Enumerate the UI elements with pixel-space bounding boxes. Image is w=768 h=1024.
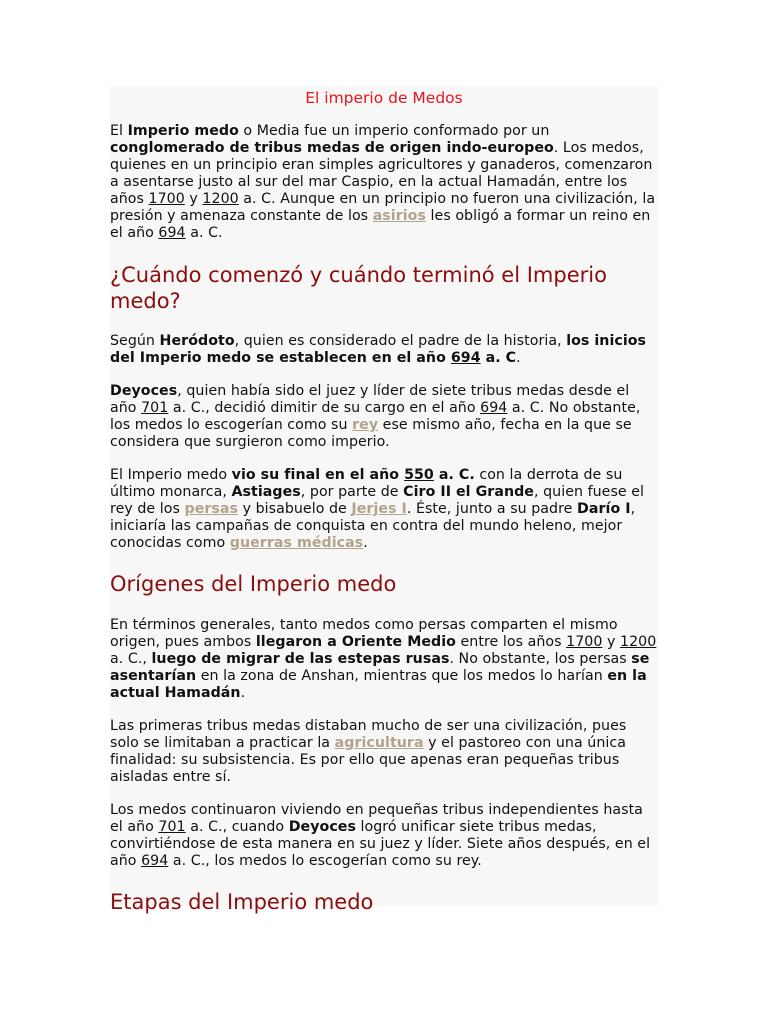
document-title: El imperio de Medos — [305, 89, 463, 107]
year-link[interactable]: 550 — [404, 467, 434, 483]
year-link[interactable]: 701 — [158, 819, 186, 835]
year-link[interactable]: 1200 — [620, 634, 657, 650]
year-link[interactable]: 701 — [141, 400, 169, 416]
year-link[interactable]: 1200 — [202, 191, 239, 207]
paragraph-herodoto: Según Heródoto, quien es considerado el padre de la historia, los inicios del Imperio medo se establecen en el año 694 a. C. — [110, 333, 647, 366]
year-link[interactable]: 694 — [158, 225, 186, 241]
paragraph-origen: En términos generales, tanto medos como persas comparten el mismo origen, pues ambos llegaron a Oriente Medio entre los años 1700 y 1200 a. C., luego de migrar de las estepas rusas. No obstante, los persas se asentarían en la zona de Anshan, mientras que los medos lo harían en la actual Hamadán. — [110, 617, 657, 701]
heading-etapas: Etapas del Imperio medo — [110, 890, 374, 914]
link-guerras-medicas[interactable]: guerras médicas — [229, 535, 364, 551]
year-link[interactable]: 694 — [480, 400, 508, 416]
paragraph-final: El Imperio medo vio su final en el año 550 a. C. con la derrota de su último monarca, Astiages, por parte de Ciro II el Grande, quien fuese el rey de los persas y bisabuelo de Jerjes I. Éste, junto a su padre Darío I, iniciaría las campañas de conquista en contra del mundo heleno, mejor conocidas como guerras médicas. — [110, 467, 644, 551]
link-rey[interactable]: rey — [352, 417, 379, 433]
paragraph-unificacion: Los medos continuaron viviendo en pequeñas tribus independientes hasta el año 701 a. C., cuando Deyoces logró unificar siete tribus medas, convirtiéndose de esta manera en su juez y líder. Siete años después, en el año 694 a. C., los medos lo escogerían como su rey. — [110, 802, 651, 869]
paragraph-tribus: Las primeras tribus medas distaban mucho de ser una civilización, pues solo se limitaban a practicar la agricultura y el pastoreo con una única finalidad: su subsistencia. Es por ello que apenas eran pequeñas tribus aisladas entre sí. — [110, 718, 627, 785]
paragraph-intro: El Imperio medo o Media fue un imperio conformado por un conglomerado de tribus medas de origen indo-europeo. Los medos, quienes en un principio eran simples agricultores y ganaderos, comenzaron a asentarse justo al sur del mar Caspio, en la actual Hamadán, entre los años 1700 y 1200 a. C. Aunque en un principio no fueron una civilización, la presión y amenaza constante de los asirios les obligó a formar un reino en el año 694 a. C. — [110, 123, 656, 241]
document-page — [110, 86, 658, 914]
year-link[interactable]: 1700 — [566, 634, 603, 650]
heading-origenes: Orígenes del Imperio medo — [110, 572, 397, 596]
heading-cuando: ¿Cuándo comenzó y cuándo terminó el Imperio medo? — [110, 263, 607, 313]
year-link[interactable]: 694 — [450, 350, 481, 366]
link-persas[interactable]: persas — [184, 501, 239, 517]
link-agricultura[interactable]: agricultura — [334, 735, 424, 751]
link-asirios[interactable]: asirios — [372, 208, 426, 224]
year-link[interactable]: 1700 — [148, 191, 185, 207]
paragraph-deyoces: Deyoces, quien había sido el juez y líder de siete tribus medas desde el año 701 a. C., decidió dimitir de su cargo en el año 694 a. C. No obstante, los medos lo escogerían como su rey ese mismo año, fecha en la que se considera que surgieron como imperio. — [110, 383, 641, 450]
year-link[interactable]: 694 — [141, 853, 169, 869]
link-jerjes[interactable]: Jerjes I — [351, 501, 407, 517]
